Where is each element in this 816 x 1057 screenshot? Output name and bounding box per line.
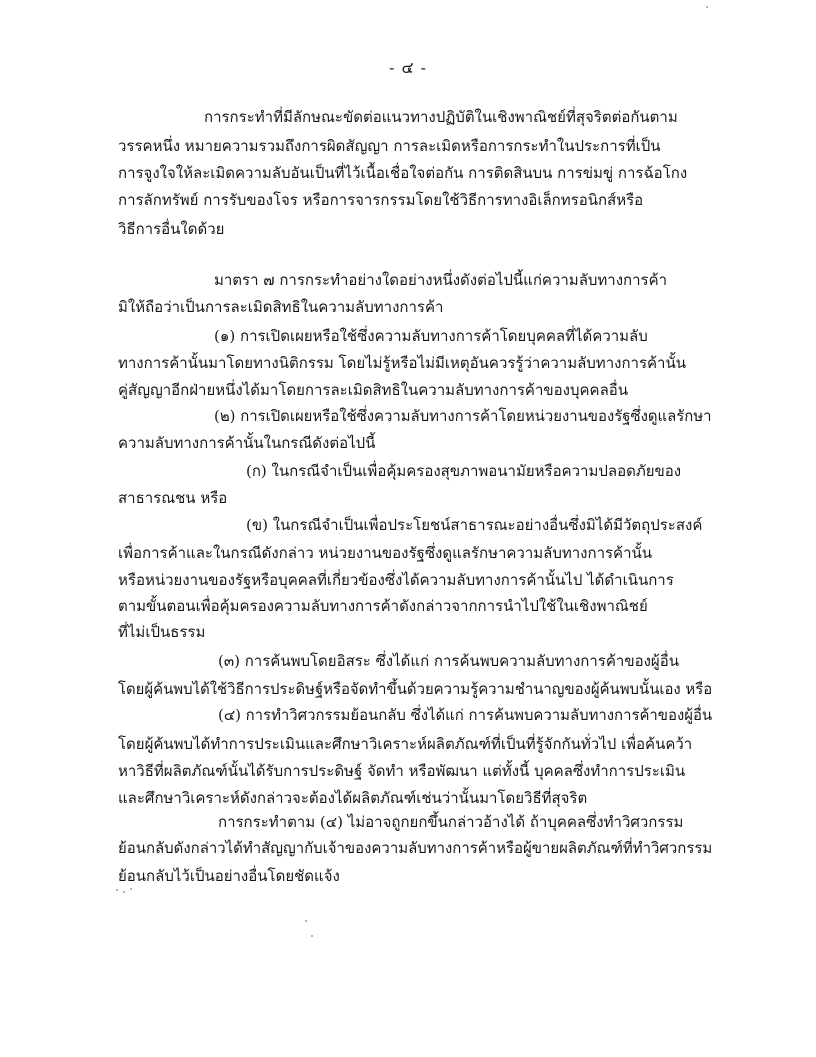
item-2-line-2: ความลับทางการค้านั้นในกรณีดังต่อไปนี้ (118, 434, 376, 452)
intro-line-1: การกระทำที่มีลักษณะขัดต่อแนวทางปฏิบัติในเชิงพาณิชย์ที่สุจริตต่อกันตาม (204, 108, 678, 126)
item-3-line-1: (๓) การค้นพบโดยอิสระ ซึ่งได้แก่ การค้นพบความลับทางการค้าของผู้อื่น (218, 652, 679, 670)
intro-line-4: การลักทรัพย์ การรับของโจร หรือการจารกรรมโดยใช้วิธีการทางอิเล็กทรอนิกส์หรือ (118, 191, 644, 209)
intro-line-3: การจูงใจให้ละเมิดความลับอันเป็นที่ไว้เนื้อเชื่อใจต่อกัน การติดสินบน การข่มขู่ การฉ้อโกง (118, 164, 688, 182)
scan-speck (305, 920, 307, 922)
closing-line-1: การกระทำตาม (๔) ไม่อาจถูกยกขึ้นกล่าวอ้างได้ ถ้าบุคคลซึ่งทำวิศวกรรม (218, 813, 684, 831)
item-1-line-2: ทางการค้านั้นมาโดยทางนิติกรรม โดยไม่รู้หรือไม่มีเหตุอันควรรู้ว่าความลับทางการค้านั้น (118, 354, 686, 372)
scan-speck (130, 888, 132, 890)
closing-line-3: ย้อนกลับไว้เป็นอย่างอื่นโดยชัดแจ้ง (118, 867, 340, 885)
item-2b-line-5: ที่ไม่เป็นธรรม (118, 623, 206, 641)
item-2a-line-1: (ก) ในกรณีจำเป็นเพื่อคุ้มครองสุขภาพอนามัยหรือความปลอดภัยของ (246, 462, 682, 480)
item-2b-line-1: (ข) ในกรณีจำเป็นเพื่อประโยชน์สาธารณะอย่างอื่นซึ่งมิได้มีวัตถุประสงค์ (246, 516, 703, 534)
item-4-line-3: หาวิธีที่ผลิตภัณฑ์นั้นได้รับการประดิษฐ์ จัดทำ หรือพัฒนา แต่ทั้งนี้ บุคคลซึ่งทำการประเมิน (118, 762, 686, 780)
item-2a-line-2: สาธารณชน หรือ (118, 489, 228, 507)
item-2b-line-4: ตามขั้นตอนเพื่อคุ้มครองความลับทางการค้าดังกล่าวจากการนำไปใช้ในเชิงพาณิชย์ (118, 597, 648, 615)
item-1-line-3: คู่สัญญาอีกฝ่ายหนึ่งได้มาโดยการละเมิดสิทธิในความลับทางการค้าของบุคคลอื่น (118, 381, 629, 399)
scan-speck (123, 891, 125, 893)
item-2-line-1: (๒) การเปิดเผยหรือใช้ซึ่งความลับทางการค้าโดยหน่วยงานของรัฐซึ่งดูแลรักษา (214, 407, 712, 425)
section-7-heading-line-2: มิให้ถือว่าเป็นการละเมิดสิทธิในความลับทางการค้า (118, 298, 444, 316)
item-2b-line-3: หรือหน่วยงานของรัฐหรือบุคคลที่เกี่ยวข้องซึ่งได้ความลับทางการค้านั้นไป ได้ดำเนินการ (118, 571, 674, 589)
item-4-line-4: และศึกษาวิเคราะห์ดังกล่าวจะต้องได้ผลิตภัณฑ์เช่นว่านั้นมาโดยวิธีที่สุจริต (118, 789, 588, 807)
section-7-heading-line-1: มาตรา ๗ การกระทำอย่างใดอย่างหนึ่งดังต่อไปนี้แก่ความลับทางการค้า (214, 271, 668, 289)
item-4-line-1: (๔) การทำวิศวกรรมย้อนกลับ ซึ่งได้แก่ การค้นพบความลับทางการค้าของผู้อื่น (218, 706, 713, 724)
closing-line-2: ย้อนกลับดังกล่าวได้ทำสัญญากับเจ้าของความลับทางการค้าหรือผู้ขายผลิตภัณฑ์ที่ทำวิศวกรรม (118, 839, 713, 857)
scan-speck (706, 6, 708, 8)
item-4-line-2: โดยผู้ค้นพบได้ทำการประเมินและศึกษาวิเคราะห์ผลิตภัณฑ์ที่เป็นที่รู้จักกันทั่วไป เพื่อค้นคว้า (118, 735, 693, 753)
item-3-line-2: โดยผู้ค้นพบได้ใช้วิธีการประดิษฐ์หรือจัดทำขึ้นด้วยความรู้ความชำนาญของผู้ค้นพบนั้นเอง หรือ (118, 680, 713, 698)
scan-speck (311, 935, 313, 937)
scan-speck (116, 889, 118, 891)
item-2b-line-2: เพื่อการค้าและในกรณีดังกล่าว หน่วยงานของรัฐซึ่งดูแลรักษาความลับทางการค้านั้น (118, 544, 653, 562)
intro-line-5: วิธีการอื่นใดด้วย (118, 220, 225, 238)
page-number: - ๔ - (388, 58, 428, 77)
intro-line-2: วรรคหนึ่ง หมายความรวมถึงการผิดสัญญา การละเมิดหรือการกระทำในประการที่เป็น (118, 137, 661, 155)
item-1-line-1: (๑) การเปิดเผยหรือใช้ซึ่งความลับทางการค้าโดยบุคคลที่ได้ความลับ (214, 327, 648, 345)
